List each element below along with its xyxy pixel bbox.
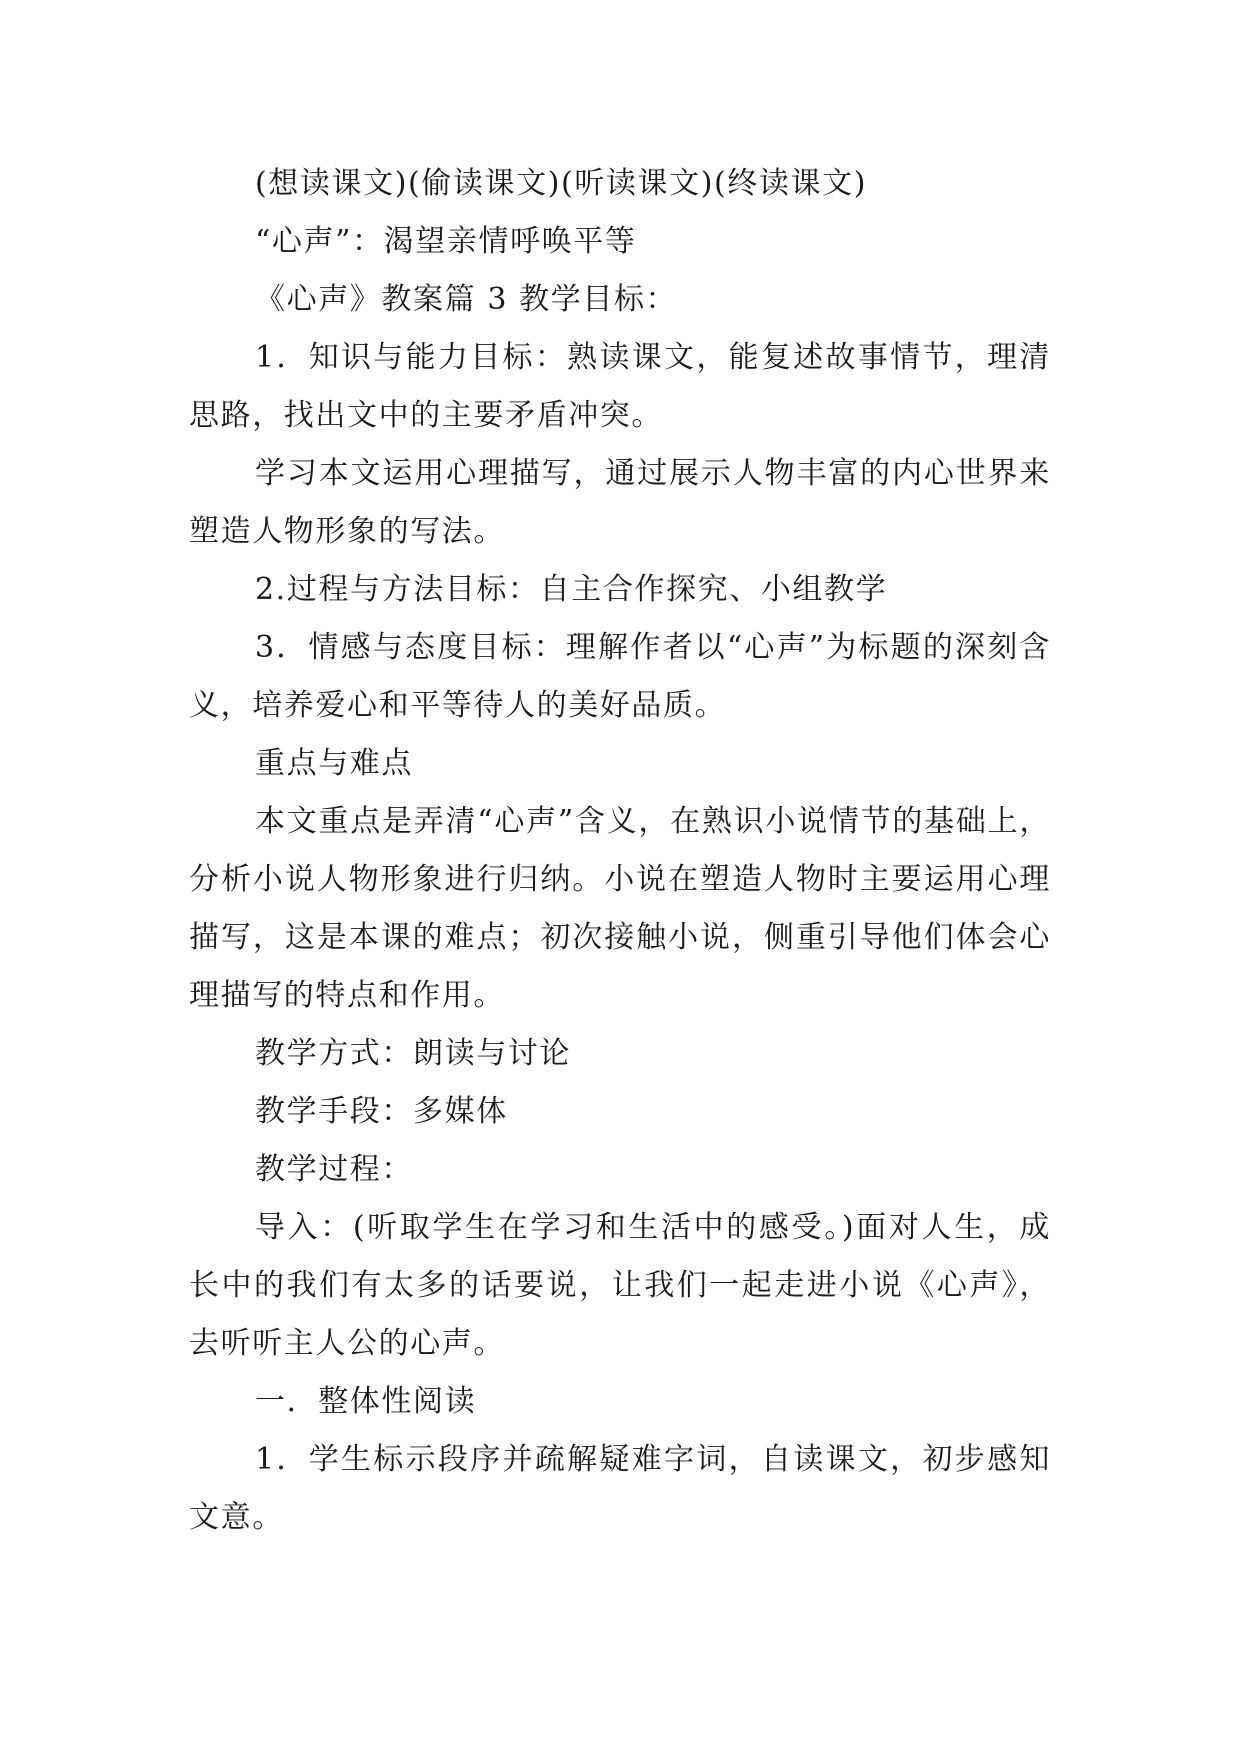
paragraph-key-points-heading: 重点与难点 bbox=[255, 746, 413, 781]
paragraph-emotion-goal: 3．情感与态度目标：理解作者以“心声”为标题的深刻含义，培养爱心和平等待人的美好品质。 bbox=[189, 630, 1051, 723]
paragraph-introduction: 导入：(听取学生在学习和生活中的感受。)面对人生，成长中的我们有太多的话要说，让我们一起走进小说《心声》，去听听主人公的心声。 bbox=[189, 1210, 1051, 1361]
paragraph-teaching-means: 教学手段：多媒体 bbox=[255, 1094, 508, 1129]
paragraph-teaching-method: 教学方式：朗读与讨论 bbox=[255, 1036, 571, 1071]
paragraph-step-one: 1．学生标示段序并疏解疑难字词，自读课文，初步感知文意。 bbox=[189, 1442, 1051, 1535]
paragraph-heart-voice-subtitle: “心声”：渴望亲情呼唤平等 bbox=[255, 224, 637, 259]
paragraph-lesson-plan-heading: 《心声》教案篇 3 教学目标： bbox=[255, 282, 678, 317]
paragraph-key-points-body: 本文重点是弄清“心声”含义，在熟识小说情节的基础上，分析小说人物形象进行归纳。小说在塑造人物时主要运用心理描写，这是本课的难点；初次接触小说，侧重引导他们体会心理描写的特点和作用。 bbox=[189, 804, 1051, 1013]
paragraph-section-one-heading: 一．整体性阅读 bbox=[255, 1384, 477, 1419]
paragraph-process-goal: 2.过程与方法目标：自主合作探究、小组教学 bbox=[255, 572, 888, 607]
paragraph-teaching-process: 教学过程： bbox=[255, 1152, 413, 1187]
document-body bbox=[189, 155, 1051, 1547]
paragraph-reading-modes: (想读课文)(偷读课文)(听读课文)(终读课文) bbox=[255, 166, 868, 201]
paragraph-knowledge-goal: 1．知识与能力目标：熟读课文，能复述故事情节，理清思路，找出文中的主要矛盾冲突。 bbox=[189, 340, 1051, 433]
paragraph-psychology-description: 学习本文运用心理描写，通过展示人物丰富的内心世界来塑造人物形象的写法。 bbox=[189, 456, 1051, 549]
